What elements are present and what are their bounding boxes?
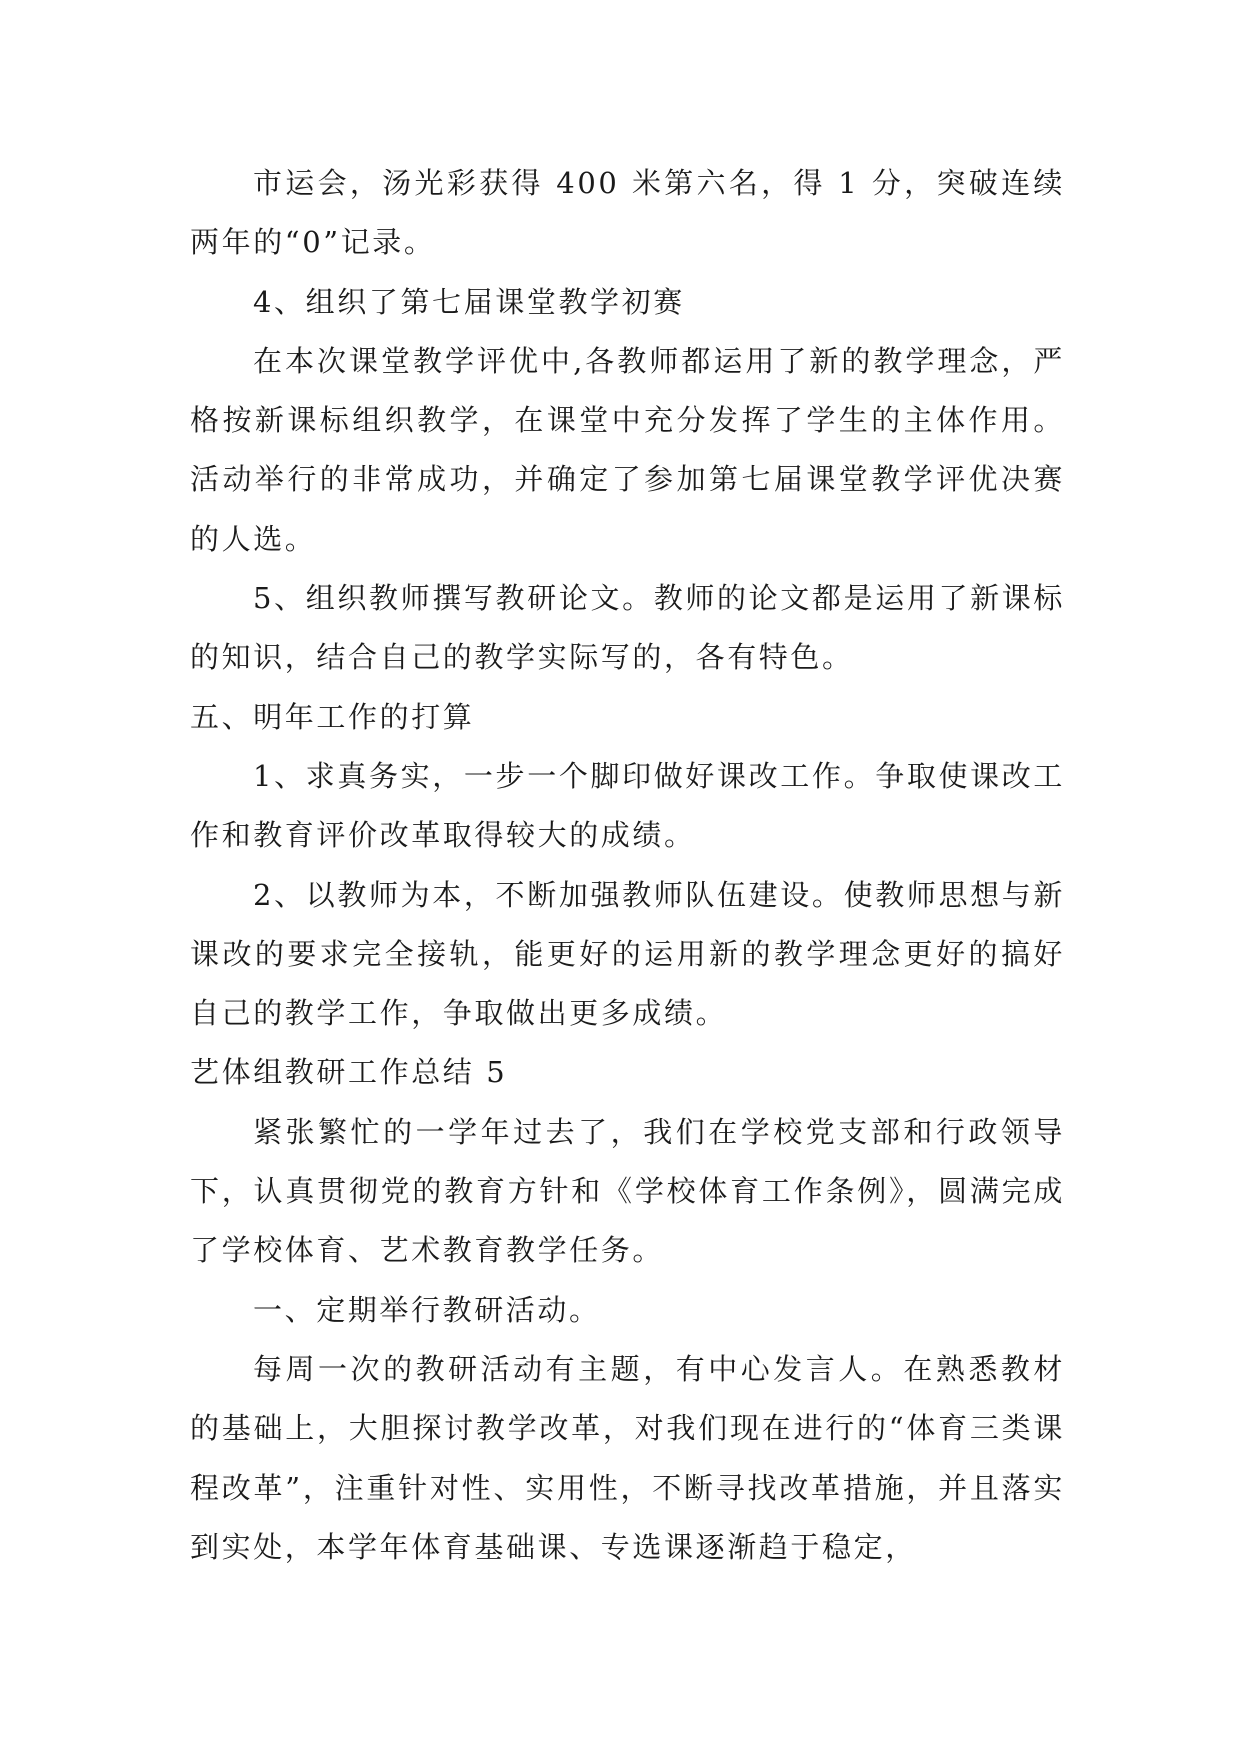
section-heading-regular-activities: 一、定期举行教研活动。 bbox=[253, 1292, 601, 1327]
paragraph-plan-item-1: 1、求真务实，一步一个脚印做好课改工作。争取使课改工作和教育评价改革取得较大的成绩。 bbox=[190, 758, 1065, 853]
paragraph-item-5-papers: 5、组织教师撰写教研论文。教师的论文都是运用了新课标的知识，结合自己的教学实际写的，各有特色。 bbox=[190, 581, 1065, 675]
paragraph-sports-meet-result: 市运会，汤光彩获得 400 米第六名，得 1 分，突破连续两年的“0”记录。 bbox=[190, 166, 1065, 260]
document-title-summary-5: 艺体组教研工作总结 5 bbox=[190, 1055, 508, 1090]
paragraph-weekly-activities: 每周一次的教研活动有主题，有中心发言人。在熟悉教材的基础上，大胆探讨教学改革，对我们现在进行的“体育三类课程改革”，注重针对性、实用性，不断寻找改革措施，并且落实到实处，本学年体育基础课、专选课逐渐趋于稳定， bbox=[190, 1351, 1065, 1564]
paragraph-intro: 紧张繁忙的一学年过去了，我们在学校党支部和行政领导下，认真贯彻党的教育方针和《学校体育工作条例》，圆满完成了学校体育、艺术教育教学任务。 bbox=[190, 1114, 1065, 1268]
document-body bbox=[190, 154, 1065, 1577]
paragraph-item-4-title: 4、组织了第七届课堂教学初赛 bbox=[253, 284, 685, 319]
paragraph-teaching-competition: 在本次课堂教学评优中,各教师都运用了新的教学理念，严格按新课标组织教学，在课堂中充分发挥了学生的主体作用。活动举行的非常成功，并确定了参加第七届课堂教学评优决赛的人选。 bbox=[190, 343, 1065, 556]
section-heading-next-year-plan: 五、明年工作的打算 bbox=[190, 699, 475, 734]
paragraph-plan-item-2: 2、以教师为本，不断加强教师队伍建设。使教师思想与新课改的要求完全接轨，能更好的运用新的教学理念更好的搞好自己的教学工作，争取做出更多成绩。 bbox=[190, 877, 1065, 1031]
